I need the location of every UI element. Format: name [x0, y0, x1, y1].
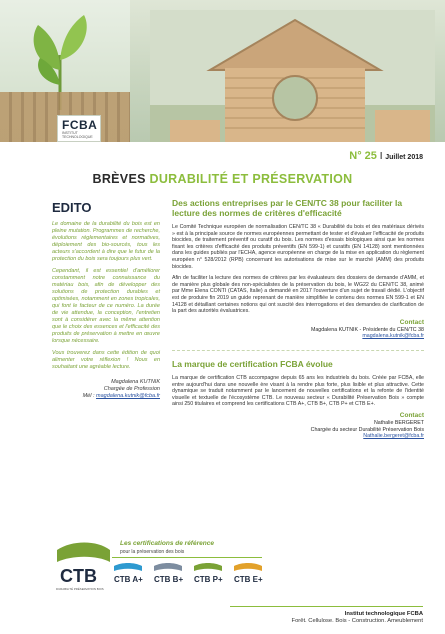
edito-paragraph: Le domaine de la durabilité du bois est en pleine mutation. Programmes de recherche, évolutions réglementaires et normatives, déploiement des bio-sourcés, tous les acteurs s'accordent à dire que le futur de la protection du bois sera toujours plus vert. [52, 221, 160, 262]
ctb-rule [112, 557, 262, 558]
edito-mail-link[interactable]: magdalena.kutnik@fcba.fr [96, 393, 160, 399]
divider [172, 350, 424, 351]
edito-sign-name: Magdalena KUTNIK [111, 379, 160, 385]
logo-sub: INSTITUT TECHNOLOGIQUE [62, 131, 93, 139]
edito-mail-label: Mél : [82, 393, 95, 399]
ctb-badge-b-label: CTB B+ [154, 575, 184, 584]
footer-line1: Institut technologique FCBA [344, 611, 423, 617]
issue-date: Juillet 2018 [385, 154, 423, 161]
ctb-badge-e-label: CTB E+ [234, 575, 263, 584]
page-title [0, 172, 445, 186]
ctb-logo [52, 540, 112, 600]
article2-contact [172, 413, 424, 440]
ctb-subheading: pour la préservation des bois [120, 549, 185, 555]
title-part2: DURABILITÉ ET PRÉSERVATION [149, 172, 353, 186]
ctb-logo-sub: DURABILITÉ PRÉSERVATION BOIS [56, 587, 104, 591]
contact-label: Contact [399, 412, 424, 420]
ctb-badge-p [194, 563, 223, 584]
article1-title: Des actions entreprises par le CEN/TC 38 pour faciliter la lecture des normes de critères d'efficacité [172, 198, 403, 218]
footer-rule [230, 606, 423, 607]
issue-number: N° 25 [349, 150, 377, 162]
fcba-logo [57, 115, 101, 142]
edito-paragraph: Vous trouverez dans cette édition de quoi alimenter votre réflexion ! Nous en souhaitant une agréable lecture. [52, 350, 160, 370]
wooden-house-illustration [150, 10, 435, 142]
ctb-badge-a [114, 563, 143, 584]
ctb-certification-banner [52, 540, 266, 600]
article1-paragraph: Afin de faciliter la lecture des normes de critères par les évaluateurs des dossiers de demande d'AMM, et de manière plus globale des non-spécialistes de la préservation du bois, le WG22 du CEN/TC 38, animé par Mme Elena CONTI (CATAS, Italie) a demandé en 2017 l'ouverture d'un sujet de travail dédié. L'objectif est de produire fin 2019 un guide reprenant de manière simplifiée le contenu des normes EN 599-1 et EN 14128 et détaillant certaines notions qui ont suscité des interrogations et des demandes de clarification de la part des autorités évaluatrices. [172, 275, 424, 315]
ctb-badge-b [154, 563, 183, 584]
edito-sign-role: Chargée de Profession [103, 386, 160, 392]
contact-mail-link[interactable]: Nathalie.bergeret@fcba.fr [363, 433, 424, 440]
ctb-badge-p-label: CTB P+ [194, 575, 223, 584]
ctb-badge-a-label: CTB A+ [114, 575, 143, 584]
edito-heading: EDITO [52, 200, 92, 215]
contact-label: Contact [399, 318, 424, 326]
contact-role: Chargée du secteur Durabilité Préservation Bois [310, 426, 424, 433]
footer [292, 611, 423, 625]
hero-banner [0, 0, 445, 142]
title-part1: BRÈVES [92, 172, 146, 186]
contact-name: Nathalie BERGERET [373, 419, 424, 426]
article2-paragraph: La marque de certification CTB accompagne depuis 65 ans les industriels du bois. Créée par FCBA, elle entre aujourd'hui dans une nouvelle ère visant à la rendre plus forte, plus lisible et plus attractive. Cette dynamique se traduit notamment par le lancement de nouvelles certifications et la refonte de l'identité visuelle et textuelle de l'écosystème CTB. Le nouveau secteur « Durabilité Préservation Bois » compte ainsi 250 titulaires et comprend les certifications CTB A+, CTB B+, CTB P+ et CTB E+. [172, 375, 424, 408]
issue-separator: I [379, 151, 383, 162]
ctb-badge-e [234, 563, 263, 584]
contact-mail-link[interactable]: magdalena.kutnik@fcba.fr [362, 333, 424, 340]
edito-signature [52, 379, 160, 400]
ctb-logo-text: CTB [60, 566, 97, 586]
edito-paragraph: Cependant, il est essentiel d'améliorer constamment notre connaissance du matériau bois, afin de développer des solutions de protection durables et optimisées, notamment en zones tropicales, qui font le facteur de ce numéro. La durée de vie attendue, la conception, l'entretien sont à considérer avec la même attention que le choix des essences et l'efficacité des produits de préservation à mettre en œuvre lorsque nécessaire. [52, 268, 160, 344]
edito-column [52, 200, 160, 400]
footer-line2: Forêt. Cellulose. Bois - Construction. Ameublement [291, 618, 423, 624]
article1-contact [172, 320, 424, 340]
articles-column [172, 198, 424, 450]
ctb-badges [112, 562, 272, 592]
issue-info [349, 150, 423, 162]
article2-title: La marque de certification FCBA évolue [172, 359, 333, 370]
ctb-heading: Les certifications de référence [120, 540, 214, 547]
contact-name: Magdalena KUTNIK - Présidente du CEN/TC 38 [310, 326, 424, 333]
logo-brand: FCBA [62, 118, 98, 132]
article1-paragraph: Le Comité Technique européen de normalisation CEN/TC 38 « Durabilité du bois et des matériaux dérivés » est à la principale source de normes européennes permettant de tester et d'évaluer l'efficacité de produits biocides, de traitement préventif ou curatif du bois. Les normes d'essais biologiques ainsi que les normes fixant les critères d'efficacité des produits préventifs (EN 599-1) et curatifs (EN 14128) sont mentionnées dans les guides publiés par l'ECHA, agence européenne en charge de la mise en application du règlement européen n° 528/2012 (RPB) concernant les autorisations de mise sur le marché (AMM) des produits biocides. [172, 224, 424, 270]
